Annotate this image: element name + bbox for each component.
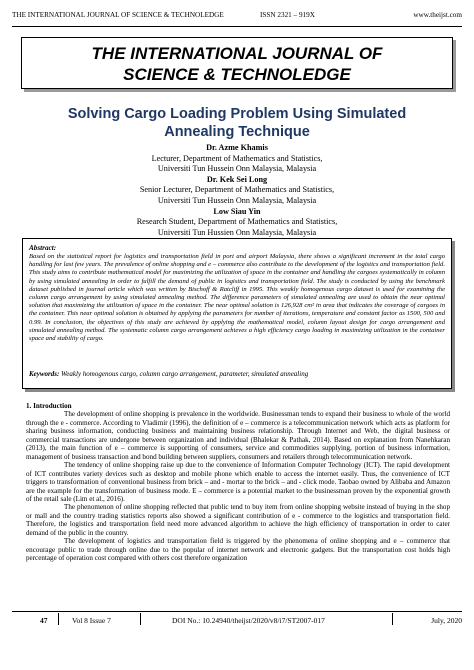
- paper-title-line1: Solving Cargo Loading Problem Using Simulated: [67, 106, 407, 122]
- journal-title-line2: SCIENCE & TECHNOLEDGE: [123, 65, 351, 84]
- journal-title-line1: THE INTERNATIONAL JOURNAL OF: [91, 44, 383, 63]
- footer-separator: [140, 613, 141, 625]
- keywords-text: Weakly homogenous cargo, column cargo arrangement, parameter, simulated annealing: [61, 370, 309, 378]
- author-role: Senior Lecturer, Department of Mathematics and Statistics,: [139, 185, 335, 195]
- author-affiliation: Universiti Tun Hussein Onn Malaysia, Malaysia: [157, 195, 317, 205]
- abstract-heading: Abstract:: [29, 244, 57, 252]
- section-heading: 1. Introduction: [26, 402, 72, 410]
- body-text: [26, 402, 450, 563]
- footer-date: July, 2020: [431, 616, 462, 625]
- paper-title: [60, 105, 414, 141]
- abstract-text: Based on the statistical report for logistics and transportation field in port and airport Malaysia, there shows a significant increment in the total cargo handling for last few years. The prevalence of online shopping and e – commerce also contribute to the development of the logistics and transportation field. This study aims to contribute mathematical model for maximizing the utilization of space in the container and handling the cargoes systematically in column by using simulated annealing in order to fulfill the demand of public in logistics and transportation field. The study is conducted by using the benchmark dataset published in journal article which was written by Bischoff & Ratcliff in 1995. This weakly homogenous cargo dataset is used for examining the column cargo arrangement by using simulated annealing method. The difference parameters of simulated annealing are used to obtain the near optimal solution that maximizing the utilization of space in the container. The near optimal solution is 126,928 cm² in area that indicates the coverage of cargoes in the container. This near optimal solution is obtained by applying the parameters for number of iterations, temperature and constant factor as 1500, 500 and 0.99. In conclusion, the objectives of this study are achieved by applying the mathematical model, column layout design for cargo arrangement and simulated annealing method. The systematic column cargo arrangement achieves a high efficiency cargo loading in maximizing utilization in the container space and stability of cargo.: [29, 253, 445, 343]
- paragraph: The development of logistics and transportation field is triggered by the phenomena of online shopping and e – commerce that encourage public to trade through online due to the popular of internet network and electronic gadgets. But the transportation cost holds high percentage of operation cost compared with others cost therefore organization: [26, 537, 450, 563]
- author-block: [60, 143, 414, 238]
- header-site: www.theijst.com: [413, 11, 462, 19]
- keywords: [29, 370, 445, 378]
- paper-title-line2: Annealing Technique: [164, 124, 310, 140]
- footer-doi: DOI No.: 10.24940/theijst/2020/v8/i7/ST2007-017: [172, 616, 325, 625]
- footer-separator: [392, 613, 393, 625]
- running-header: [12, 11, 462, 24]
- journal-title: [22, 43, 452, 85]
- author-name: Dr. Azme Khamis: [206, 143, 268, 152]
- keywords-label: Keywords:: [29, 370, 60, 378]
- author-affiliation: Universiti Tun Hussien Onn Malaysia, Malaysia: [157, 227, 317, 237]
- paragraph: The development of online shopping is prevalence in the worldwide. Businessman tends to expand their business to whole of the world through the e - commerce. According to Vladimir (1996), the definition of e – commerce is a telecommunication network which acts as platform for sharing business information, conducting business and maintaining business relationship. Through Internet and Web, the digital business or commercial transactions are undergone between organization and individual (Bhalekar & Pathak, 2014). Based on explanation from Nanehkaran (2013), the main function of e – commerce is supporting of consumers, service and commodities supplying, portion of business information, management of business transaction and bond building between suppliers, consumers and retailers through telecommunication network.: [26, 410, 450, 461]
- header-issn: ISSN 2321 – 919X: [260, 11, 315, 19]
- page-number: 47: [40, 616, 48, 625]
- author-role: Research Student, Department of Mathematics and Statistics,: [136, 217, 338, 227]
- footer-volume: Vol 8 Issue 7: [72, 616, 111, 625]
- footer-separator: [58, 613, 59, 625]
- journal-title-box: [21, 37, 453, 89]
- author-name: Dr. Kek Sei Long: [206, 174, 268, 184]
- paragraph: The tendency of online shopping raise up due to the convenience of Information Computer Technology (ICT). The rapid development of ICT contributes variety devices such as desktop and mobile phone which enable to access the internet easily. Thus, the convenience of ICT triggers to transformation of conventional business from brick – and - mortar to the brick – and - click mode. Taobao owned by Alibaba and Amazon are the example for the transformation of business mode. E – commerce is a potential market to the businessman proven by the exponential growth of the retail sale (Lim et al., 2016).: [26, 461, 450, 503]
- header-journal: THE INTERNATIONAL JOURNAL OF SCIENCE & TECHNOLEDGE: [12, 11, 224, 19]
- abstract-box: [22, 238, 452, 389]
- paragraph: The phenomenon of online shopping reflected that public tend to buy item from online shopping website instead of buying in the shop or mall and the country trading statistics reports also showed a significant contribution of e - commerce to the logistics and transportation field. Therefore, the logistics and transportation field need more advanced algorithm to achieve the high efficiency of transportation in order to cater demand of the public in the country.: [26, 503, 450, 537]
- author-role: Lecturer, Department of Mathematics and Statistics,: [151, 153, 323, 163]
- header-rule: [12, 26, 462, 27]
- author-name: Low Siau Yin: [213, 206, 261, 216]
- author-affiliation: Universiti Tun Hussein Onn Malaysia, Malaysia: [157, 164, 317, 174]
- footer-rule: [12, 611, 462, 612]
